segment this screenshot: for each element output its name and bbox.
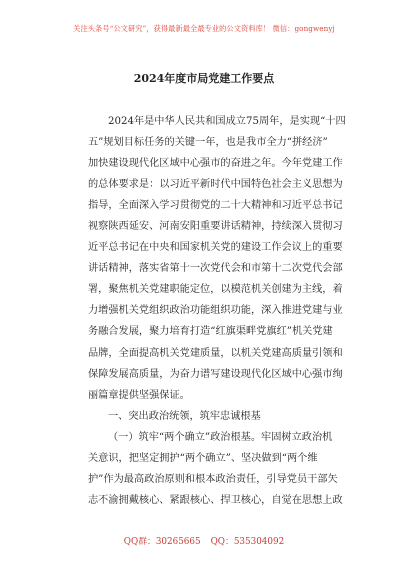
body-line: 指导，全面深入学习贯彻党的二十大精神和习近平总书记 bbox=[88, 200, 343, 212]
body-line: 保障发展高质量，为奋力谱写建设现代化区域中心强市绚 bbox=[88, 368, 343, 380]
body-line: 讲话精神，落实省第十一次党代会和市第十二次党代会部 bbox=[88, 263, 343, 275]
footer-contact bbox=[0, 534, 408, 547]
footer-qq-group: QQ群：30265665 bbox=[123, 537, 201, 547]
header-promo-note: 关注头条号“公文研究”，获得最新最全最专业的公文资料库！ 微信：gongwenyj bbox=[73, 24, 335, 33]
footer-qq: QQ：535304092 bbox=[210, 537, 285, 547]
body-line: （一）筑牢“两个确立”政治根基。牢固树立政治机 bbox=[108, 431, 333, 443]
document-body bbox=[88, 111, 346, 511]
body-line: 志不渝拥戴核心、紧跟核心、捍卫核心，自觉在思想上政 bbox=[88, 494, 343, 506]
body-line: 品牌，全面提高机关党建质量，以机关党建高质量引领和 bbox=[88, 347, 343, 359]
body-line: 关意识，把坚定拥护“两个确立”、坚决做到“两个维 bbox=[88, 452, 318, 464]
body-line: 力增强机关党组织政治功能组织功能，深入推进党建与业 bbox=[88, 305, 343, 317]
body-line: 近平总书记在中央和国家机关党的建设工作会议上的重要 bbox=[88, 242, 343, 254]
body-line: 丽篇章提供坚强保证。 bbox=[88, 389, 190, 401]
body-line: 护”作为最高政治原则和根本政治责任，引导党员干部矢 bbox=[88, 473, 338, 485]
body-line: 五”规划目标任务的关键一年，也是我市全力“拼经济” bbox=[88, 137, 328, 149]
body-line: 的总体要求是：以习近平新时代中国特色社会主义思想为 bbox=[88, 179, 343, 191]
body-line: 务融合发展，聚力培育打造“红旗渠畔党旗红”机关党建 bbox=[88, 326, 333, 338]
section-heading: 一、突出政治统领，筑牢忠诚根基 bbox=[108, 410, 261, 422]
body-line: 视察陕西延安、河南安阳重要讲话精神，持续深入贯彻习 bbox=[88, 221, 343, 233]
document-title: 2024年度市局党建工作要点 bbox=[133, 72, 275, 85]
body-line: 署，聚焦机关党建职能定位，以模范机关创建为主线，着 bbox=[88, 284, 343, 296]
body-line: 加快建设现代化区域中心强市的奋进之年。今年党建工作 bbox=[88, 158, 343, 170]
body-line: 2024年是中华人民共和国成立75周年，是实现“十四 bbox=[108, 116, 346, 127]
